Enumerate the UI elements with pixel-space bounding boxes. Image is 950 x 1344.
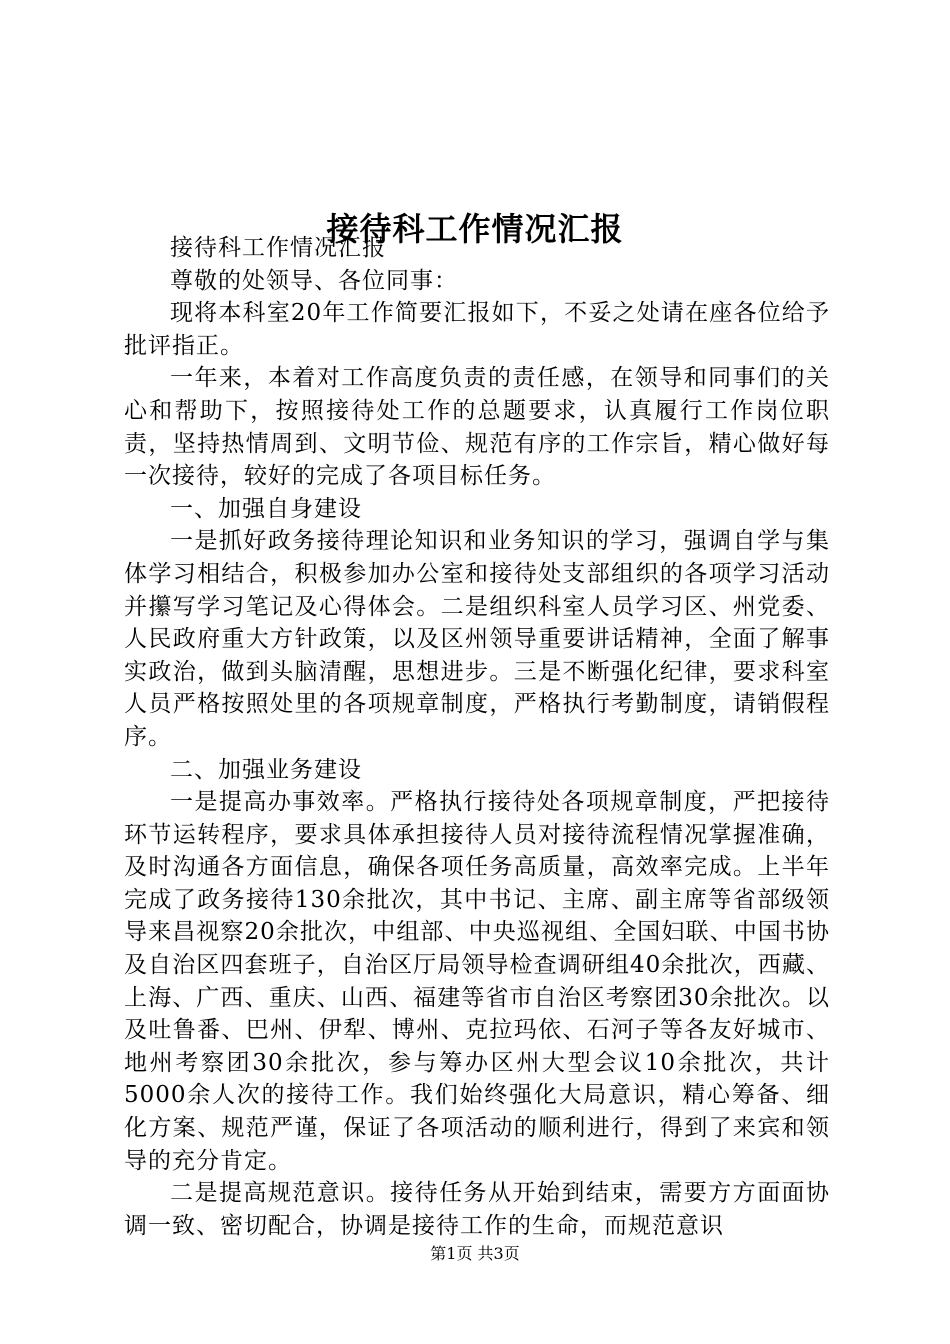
page-number-footer: 第1页 共3页	[430, 1244, 520, 1263]
section-heading: 二、加强业务建设	[170, 756, 362, 783]
paragraph: 一是抓好政务接待理论知识和业务知识的学习，强调自学与集体学习相结合，积极参加办公室和接待处支部组织的各项学习活动并攥写学习笔记及心得体会。二是组织科室人员学习区、州党委、人民政府重大方针政策，以及区州领导重要讲话精神，全面了解事实政治，做到头脑清醒，思想进步。三是不断强化纪律，要求科室人员严格按照处里的各项规章制度，严格执行考勤制度，请销假程序。	[124, 528, 830, 750]
paragraph: 一年来，本着对工作高度负责的责任感，在领导和同事们的关心和帮助下，按照接待处工作的总题要求，认真履行工作岗位职责，坚持热情周到、文明节俭、规范有序的工作宗旨，精心做好每一次接待，较好的完成了各项目标任务。	[124, 365, 830, 490]
paragraph: 接待科工作情况汇报	[170, 235, 386, 261]
document-title: 接待科工作情况汇报	[326, 210, 624, 249]
paragraph: 一是提高办事效率。严格执行接待处各项规章制度，严把接待环节运转程序，要求具体承担接待人员对接待流程情况掌握准确，及时沟通各方面信息，确保各项任务高质量，高效率完成。上半年完成了政务接待130余批次，其中书记、主席、副主席等省部级领导来昌视察20余批次，中组部、中央巡视组、全国妇联、中国书协及自治区四套班子，自治区厅局领导检查调研组40余批次，西藏、上海、广西、重庆、山西、福建等省市自治区考察团30余批次。以及吐鲁番、巴州、伊犁、博州、克拉玛依、石河子等各友好城市、地州考察团30余批次，参与筹办区州大型会议10余批次，共计5000余人次的接待工作。我们始终强化大局意识，精心筹备、细化方案、规范严谨，保证了各项活动的顺利进行，得到了来宾和领导的充分肯定。	[124, 789, 830, 1174]
document-body	[124, 232, 830, 1242]
paragraph: 二是提高规范意识。接待任务从开始到结束，需要方方面面协调一致、密切配合，协调是接待工作的生命，而规范意识	[124, 1180, 830, 1239]
section-heading: 一、加强自身建设	[170, 495, 362, 522]
paragraph: 尊敬的处领导、各位同事：	[170, 267, 458, 294]
paragraph: 现将本科室20年工作简要汇报如下，不妥之处请在座各位给予批评指正。	[124, 300, 830, 359]
